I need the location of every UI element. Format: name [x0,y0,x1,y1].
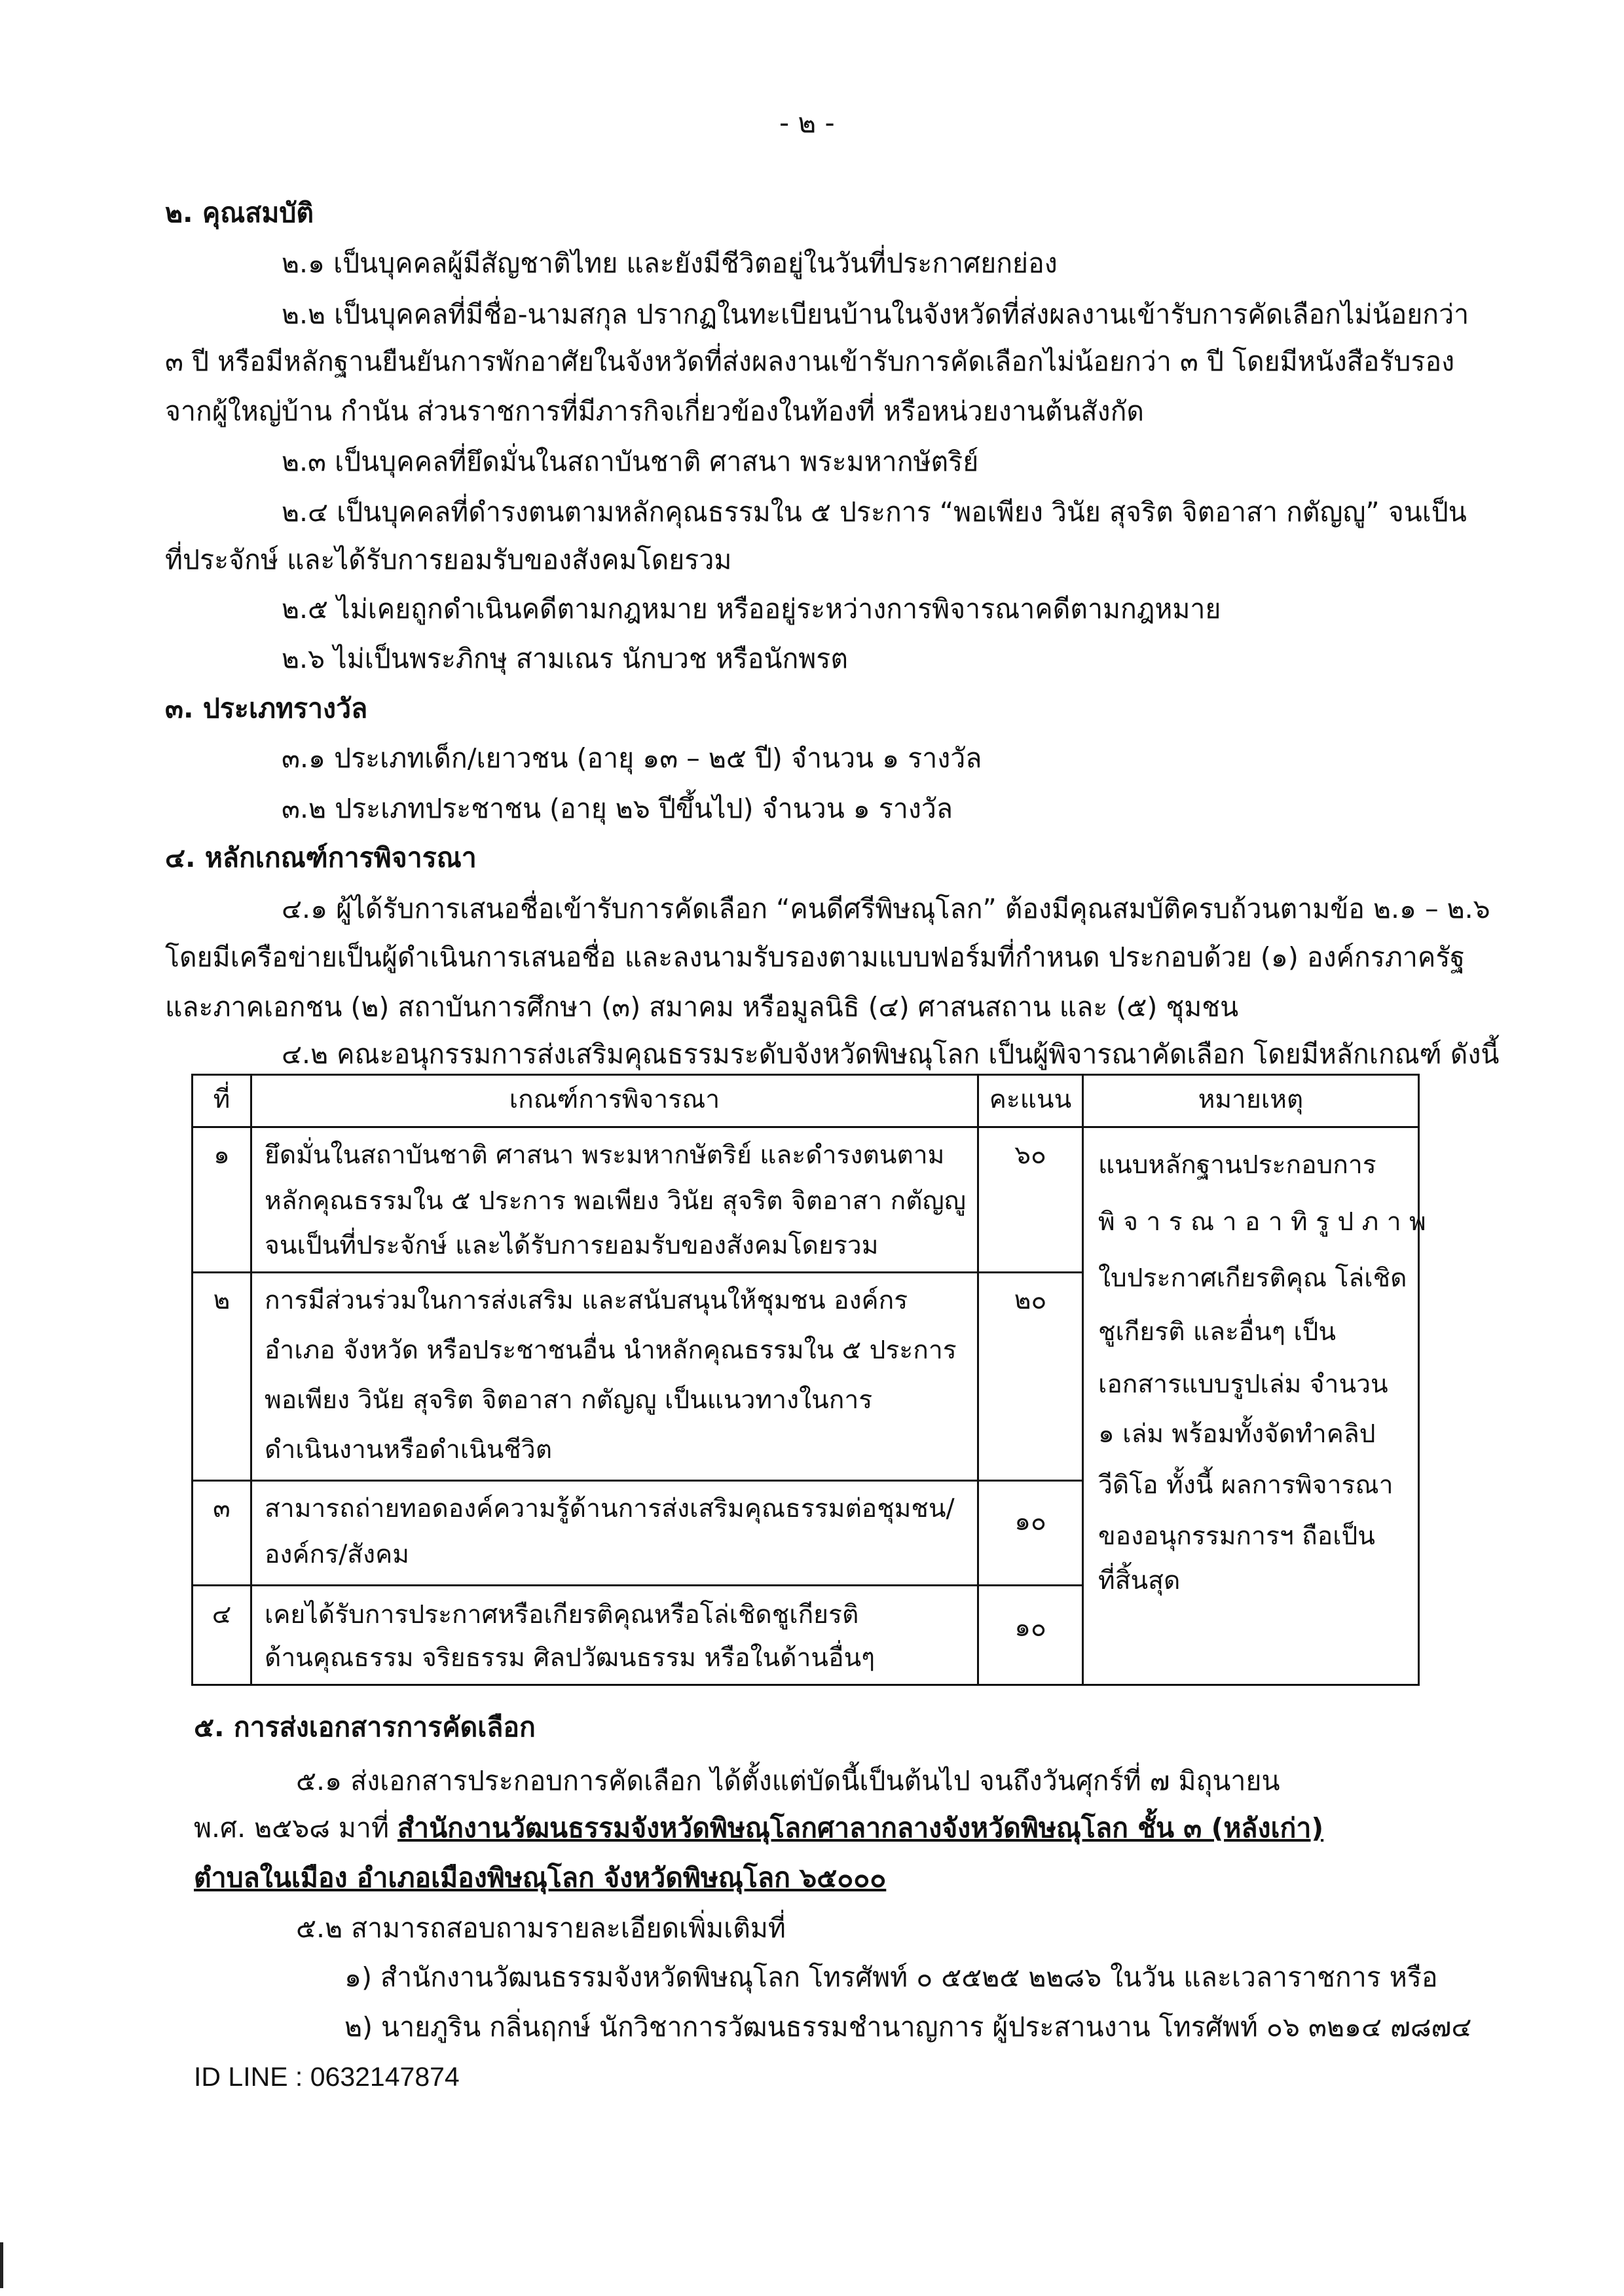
table-note-line-8: ของอนุกรรมการฯ ถือเป็น [1098,1522,1375,1551]
section-2-heading: ๒. คุณสมบัติ [165,197,314,228]
table-row-4-no: ๔ [212,1600,232,1630]
section-2-3: ๒.๓ เป็นบุคคลที่ยึดมั่นในสถาบันชาติ ศาสนา พระมหากษัตริย์ [282,446,979,477]
section-2-2-cont-1: ๓ ปี หรือมีหลักฐานยืนยันการพักอาศัยในจังหวัดที่ส่งผลงานเข้ารับการคัดเลือกไม่น้อยกว่า ๓ ปี โดยมีหนังสือรับรอง [165,346,1455,377]
table-note-line-7: วีดิโอ ทั้งนี้ ผลการพิจารณา [1098,1470,1393,1500]
table-row-1-criteria-line-3: จนเป็นที่ประจักษ์ และได้รับการยอมรับของสังคมโดยรวม [265,1231,879,1260]
table-row-2-criteria-line-1: การมีส่วนร่วมในการส่งเสริม และสนับสนุนให้ชุมชน องค์กร [265,1286,908,1315]
section-4-1-cont-1: โดยมีเครือข่ายเป็นผู้ดำเนินการเสนอชื่อ และลงนามรับรองตามแบบฟอร์มที่กำหนด ประกอบด้วย (๑) องค์กรภาครัฐ [165,941,1465,973]
section-2-6: ๒.๖ ไม่เป็นพระภิกษุ สามเณร นักบวช หรือนักพรต [282,643,848,674]
table-row-3-criteria-line-2: องค์กร/สังคม [265,1540,409,1569]
section-3-heading: ๓. ประเภทรางวัล [165,693,368,724]
section-5-heading: ๕. การส่งเอกสารการคัดเลือก [194,1711,536,1743]
table-row-1-score: ๖๐ [1014,1140,1046,1170]
section-2-4: ๒.๔ เป็นบุคคลที่ดำรงตนตามหลักคุณธรรมใน ๕ ประการ “พอเพียง วินัย สุจริต จิตอาสา กตัญญู” จนเป็น [282,496,1467,528]
office-address-line-2: ตำบลในเมือง อำเภอเมืองพิษณุโลก จังหวัดพิษณุโลก ๖๕๐๐๐ [194,1862,887,1893]
table-header-criteria: เกณฑ์การพิจารณา [509,1085,720,1114]
contact-line-2: ๒) นายภูริน กลิ่นฤกษ์ นักวิชาการวัฒนธรรมชำนาญการ ผู้ประสานงาน โทรศัพท์ ๐๖ ๓๒๑๔ ๗๘๗๔ [344,2011,1472,2043]
table-row-3-score: ๑๐ [1014,1507,1046,1537]
section-2-4-cont: ที่ประจักษ์ และได้รับการยอมรับของสังคมโดยรวม [165,544,732,575]
table-row-4-criteria-line-1: เคยได้รับการประกาศหรือเกียรติคุณหรือโล่เชิดชูเกียรติ [265,1600,859,1630]
section-4-2: ๔.๒ คณะอนุกรรมการส่งเสริมคุณธรรมระดับจังหวัดพิษณุโลก เป็นผู้พิจารณาคัดเลือก โดยมีหลักเกณฑ์ ดังนี้ [282,1038,1500,1070]
section-2-2: ๒.๒ เป็นบุคคลที่มีชื่อ-นามสกุล ปรากฏในทะเบียนบ้านในจังหวัดที่ส่งผลงานเข้ารับการคัดเลือกไม่น้อยกว่า [282,299,1469,330]
table-row-4-criteria-line-2: ด้านคุณธรรม จริยธรรม ศิลปวัฒนธรรม หรือในด้านอื่นๆ [265,1643,876,1673]
section-2-5: ๒.๕ ไม่เคยถูกดำเนินคดีตามกฎหมาย หรืออยู่ระหว่างการพิจารณาคดีตามกฎหมาย [282,593,1221,625]
line-id: ID LINE : 0632147874 [194,2062,460,2092]
table-header-note: หมายเหตุ [1198,1085,1304,1114]
table-border-right [1418,1074,1420,1686]
table-note-line-6: ๑ เล่ม พร้อมทั้งจัดทำคลิป [1098,1419,1376,1449]
table-row-divider-3 [191,1584,1082,1586]
table-note-line-5: เอกสารแบบรูปเล่ม จำนวน [1098,1370,1388,1399]
table-row-4-score: ๑๐ [1014,1613,1046,1643]
table-row-1-criteria-line-1: ยึดมั่นในสถาบันชาติ ศาสนา พระมหากษัตริย์ และดำรงตนตาม [265,1140,945,1170]
section-5-1-date-text: พ.ศ. ๒๕๖๘ มาที่ [194,1812,398,1844]
table-row-2-criteria-line-2: อำเภอ จังหวัด หรือประชาชนอื่น นำหลักคุณธรรมใน ๕ ประการ [265,1336,957,1365]
table-row-2-criteria-line-3: พอเพียง วินัย สุจริต จิตอาสา กตัญญู เป็นแนวทางในการ [265,1385,873,1415]
table-col-divider-1 [250,1074,252,1686]
section-3-1: ๓.๑ ประเภทเด็ก/เยาวชน (อายุ ๑๓ – ๒๕ ปี) จำนวน ๑ รางวัล [282,742,982,774]
scan-edge-mark [0,2242,3,2288]
page-number: - ๒ - [779,107,835,139]
criteria-table [191,1074,1426,1686]
table-row-1-criteria-line-2: หลักคุณธรรมใน ๕ ประการ พอเพียง วินัย สุจริต จิตอาสา กตัญญู [265,1186,967,1216]
section-4-1: ๔.๑ ผู้ได้รับการเสนอชื่อเข้ารับการคัดเลือก “คนดีศรีพิษณุโลก” ต้องมีคุณสมบัติครบถ้วนตามข้อ ๒.๑ – ๒.๖ [282,893,1490,924]
section-2-2-cont-2: จากผู้ใหญ่บ้าน กำนัน ส่วนราชการที่มีภารกิจเกี่ยวข้องในท้องที่ หรือหน่วยงานต้นสังกัด [165,395,1145,427]
section-5-2: ๕.๒ สามารถสอบถามรายละเอียดเพิ่มเติมที่ [296,1912,786,1944]
table-row-2-no: ๒ [213,1286,231,1315]
table-row-divider-2 [191,1480,1082,1482]
table-row-3-criteria-line-1: สามารถถ่ายทอดองค์ความรู้ด้านการส่งเสริมคุณธรรมต่อชุมชน/ [265,1494,955,1523]
section-3-2: ๓.๒ ประเภทประชาชน (อายุ ๒๖ ปีขึ้นไป) จำนวน ๑ รางวัล [282,793,953,824]
section-2-1: ๒.๑ เป็นบุคคลผู้มีสัญชาติไทย และยังมีชีวิตอยู่ในวันที่ประกาศยกย่อง [282,247,1058,279]
section-5-1-cont-1 [194,1808,1323,1848]
table-note-line-3: ใบประกาศเกียรติคุณ โล่เชิด [1098,1264,1407,1293]
table-header-divider [191,1126,1420,1128]
section-4-heading: ๔. หลักเกณฑ์การพิจารณา [165,842,477,873]
table-row-2-score: ๒๐ [1014,1286,1047,1315]
table-col-divider-3 [1082,1074,1084,1686]
table-row-1-no: ๑ [213,1140,230,1170]
contact-line-1: ๑) สำนักงานวัฒนธรรมจังหวัดพิษณุโลก โทรศัพท์ ๐ ๕๕๒๕ ๒๒๘๖ ในวัน และเวลาราชการ หรือ [344,1961,1438,1993]
section-4-1-cont-2: และภาคเอกชน (๒) สถาบันการศึกษา (๓) สมาคม หรือมูลนิธิ (๔) ศาสนสถาน และ (๕) ชุมชน [165,991,1239,1023]
table-row-2-criteria-line-4: ดำเนินงานหรือดำเนินชีวิต [265,1435,553,1465]
section-5-1: ๕.๑ ส่งเอกสารประกอบการคัดเลือก ได้ตั้งแต่บัดนี้เป็นต้นไป จนถึงวันศุกร์ที่ ๗ มิถุนายน [296,1765,1280,1796]
table-border-bottom [191,1684,1420,1686]
table-note-line-9: ที่สิ้นสุด [1098,1566,1181,1595]
table-header-score: คะแนน [989,1085,1072,1114]
table-note-line-4: ชูเกียรติ และอื่นๆ เป็น [1098,1317,1337,1347]
office-address-line-1: สำนักงานวัฒนธรรมจังหวัดพิษณุโลกศาลากลางจังหวัดพิษณุโลก ชั้น ๓ (หลังเก่า) [397,1812,1324,1844]
table-header-no: ที่ [213,1085,231,1114]
table-row-3-no: ๓ [213,1494,231,1523]
table-border-top [191,1074,1420,1076]
table-note-line-1: แนบหลักฐานประกอบการ [1098,1150,1376,1180]
table-row-divider-1 [191,1271,1082,1273]
table-note-line-2: พิ จ า ร ณ า อ า ทิ รู ป ภ า พ [1098,1207,1426,1237]
